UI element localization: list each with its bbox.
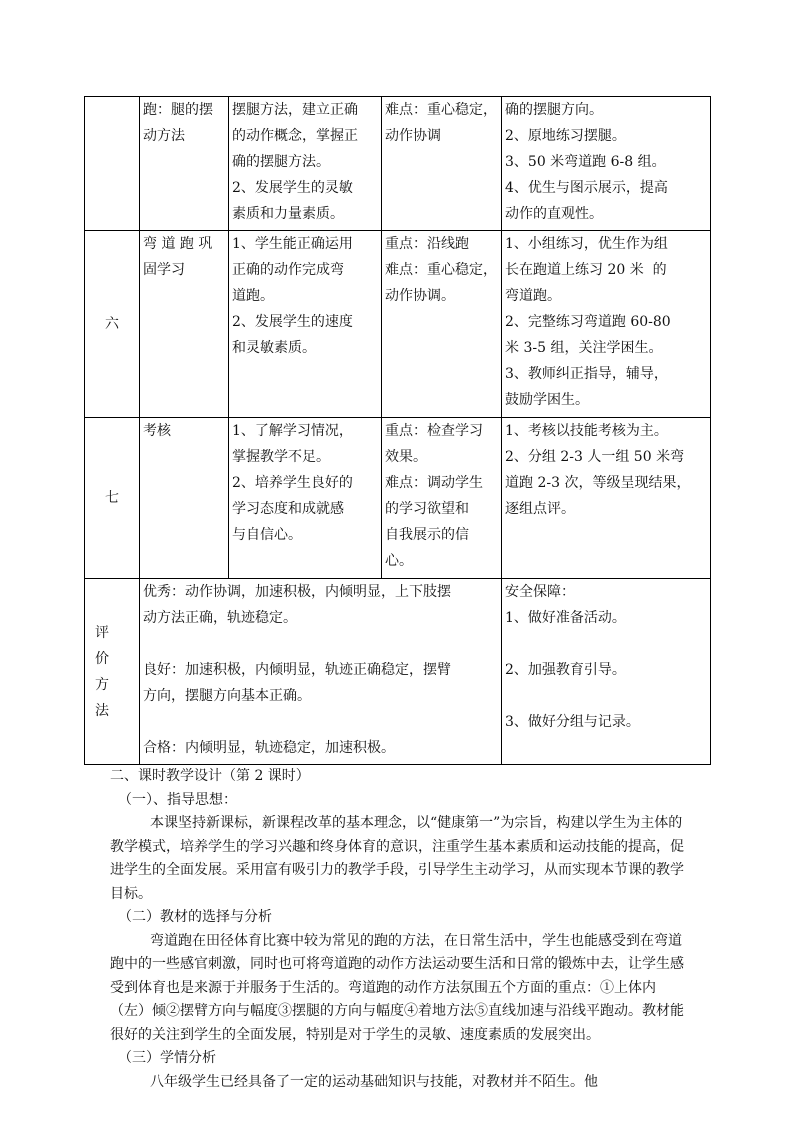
cell-line: 2、发展学生的灵敏 [232, 180, 353, 196]
lesson-plan-table [84, 96, 711, 765]
guiding-heading: （一）、指导思想： [118, 791, 237, 808]
content-cell [140, 97, 229, 231]
safety-cell [502, 579, 711, 765]
keypoints-cell [382, 418, 502, 579]
cell-line: 法 [95, 702, 109, 719]
learner-heading: （三）学情分析 [118, 1050, 216, 1066]
methods-cell [502, 231, 711, 418]
content-cell [140, 418, 229, 579]
cell-line: 2、分组 2-3 人一组 50 米弯 [505, 449, 685, 465]
row-number-cell [85, 97, 140, 231]
cell-line: 2、原地练习摆腿。 [505, 128, 626, 144]
cell-line: 的动作概念，掌握正 [232, 128, 358, 144]
cell-line: 评 [95, 624, 109, 641]
content-cell [140, 231, 229, 418]
cell-line: 良好：加速积极，内倾明显，轨迹正确稳定，摆臂 [143, 662, 451, 678]
cell-line: 掌握教学不足。 [232, 449, 330, 465]
cell-line: 难点：重心稳定， [385, 262, 497, 278]
cell-line: 动作协调 [385, 128, 441, 144]
cell-line: 价 [95, 650, 109, 667]
keypoints-cell [382, 231, 502, 418]
goals-cell [229, 97, 382, 231]
cell-line: 2、加强教育引导。 [505, 662, 626, 678]
cell-line: 考核 [143, 423, 171, 439]
cell-line: 跑：腿的摆 [143, 102, 213, 118]
section-title: 二、课时教学设计（第 2 课时） [110, 768, 310, 784]
cell-line: 方 [95, 676, 109, 693]
evaluation-criteria-cell [140, 579, 502, 765]
goals-cell [229, 231, 382, 418]
cell-line: 3、50 米弯道跑 6-8 组。 [505, 154, 666, 170]
cell-line: 2、发展学生的速度 [232, 314, 353, 330]
cell-line: 道跑。 [232, 288, 274, 304]
cell-line: 逐组点评。 [505, 501, 575, 517]
evaluation-label-cell [85, 579, 140, 765]
cell-line: 动作协调。 [385, 288, 455, 304]
methods-cell [502, 97, 711, 231]
cell-line: 1、了解学习情况， [232, 423, 353, 439]
lesson-design-section [110, 765, 690, 1094]
table-row [85, 418, 711, 579]
cell-line: 优秀：动作协调，加速积极，内倾明显，上下肢摆 [143, 584, 451, 600]
cell-line: 鼓励学困生。 [505, 392, 589, 408]
cell-line: 4、优生与图示展示，提高 [505, 180, 668, 196]
cell-line: 合格：内倾明显，轨迹稳定，加速积极。 [143, 740, 395, 756]
cell-line: 弯道跑。 [505, 288, 561, 304]
cell-line: 米 3-5 组，关注学困生。 [505, 340, 663, 356]
cell-line: 心。 [385, 553, 413, 569]
cell-line: 确的摆腿方法。 [232, 154, 330, 170]
cell-line: 重点：沿线跑 [385, 236, 469, 252]
cell-line: 3、做好分组与记录。 [505, 714, 640, 730]
keypoints-cell [382, 97, 502, 231]
cell-line: 1、做好准备活动。 [505, 610, 626, 626]
cell-line: 效果。 [385, 449, 427, 465]
methods-cell [502, 418, 711, 579]
row-number-cell: 七 [85, 418, 140, 579]
cell-line: 重点：检查学习 [385, 423, 483, 439]
cell-line: 自我展示的信 [385, 527, 469, 543]
learner-paragraph: 八年级学生已经具备了一定的运动基础知识与技能，对教材并不陌生。他 [150, 1073, 598, 1090]
cell-line: 的学习欲望和 [385, 501, 469, 517]
cell-line: 1、考核以技能考核为主。 [505, 423, 668, 439]
guiding-paragraph: 本课坚持新课标，新课程改革的基本理念，以“健康第一”为宗旨，构建以学生为主体的教学模式，培养学生的学习兴趣和终身体育的意识，注重学生基本素质和运动技能的提高，促进学生的全面发展。采用富有吸引力的教学手段，引导学生主动学习，从而实现本节课的教学目标。 [110, 815, 684, 902]
goals-cell [229, 418, 382, 579]
cell-line: 和灵敏素质。 [232, 340, 316, 356]
cell-line: 1、小组练习，优生作为组 [505, 236, 668, 252]
cell-line: 3、教师纠正指导，辅导， [505, 366, 668, 382]
cell-line: 弯 道 跑 巩 [143, 236, 213, 252]
cell-line: 素质和力量素质。 [232, 206, 344, 222]
cell-line: 动方法 [143, 128, 185, 144]
cell-line: 难点：调动学生 [385, 475, 483, 491]
cell-line: 1、学生能正确运用 [232, 236, 353, 252]
row-number-cell: 六 [85, 231, 140, 418]
cell-line: 与自信心。 [232, 527, 302, 543]
cell-line: 2、完整练习弯道跑 60-80 [505, 314, 671, 330]
cell-line: 2、培养学生良好的 [232, 475, 353, 491]
cell-line: 固学习 [143, 262, 185, 278]
evaluation-row [85, 579, 711, 765]
cell-line: 动方法正确，轨迹稳定。 [143, 610, 297, 626]
cell-line: 动作的直观性。 [505, 206, 603, 222]
material-paragraph: 弯道跑在田径体育比赛中较为常见的跑的方法，在日常生活中，学生也能感受到在弯道跑中的一些感官刺激，同时也可将弯道跑的动作方法运动要生活和日常的锻炼中去，让学生感受到体育也是来源于并服务于生活的。弯道跑的动作方法氛围五个方面的重点：①上体内（左）倾②摆臂方向与幅度③摆腿的方向与幅度④着地方法⑤直线加速与沿线平跑动。教材能很好的关注到学生的全面发展，特别是对于学生的灵敏、速度素质的发展突出。 [110, 932, 684, 1043]
cell-line: 难点：重心稳定， [385, 102, 497, 118]
table-row [85, 231, 711, 418]
cell-line: 安全保障： [505, 584, 575, 600]
material-heading: （二）教材的选择与分析 [118, 909, 272, 925]
cell-line: 长在跑道上练习 20 米 的 [505, 262, 667, 278]
cell-line: 方向，摆腿方向基本正确。 [143, 688, 311, 704]
cell-line: 正确的动作完成弯 [232, 262, 344, 278]
cell-line: 道跑 2-3 次，等级呈现结果， [505, 475, 691, 491]
table-row [85, 97, 711, 231]
cell-line: 摆腿方法，建立正确 [232, 102, 358, 118]
cell-line: 确的摆腿方向。 [505, 102, 603, 118]
cell-line: 学习态度和成就感 [232, 501, 344, 517]
